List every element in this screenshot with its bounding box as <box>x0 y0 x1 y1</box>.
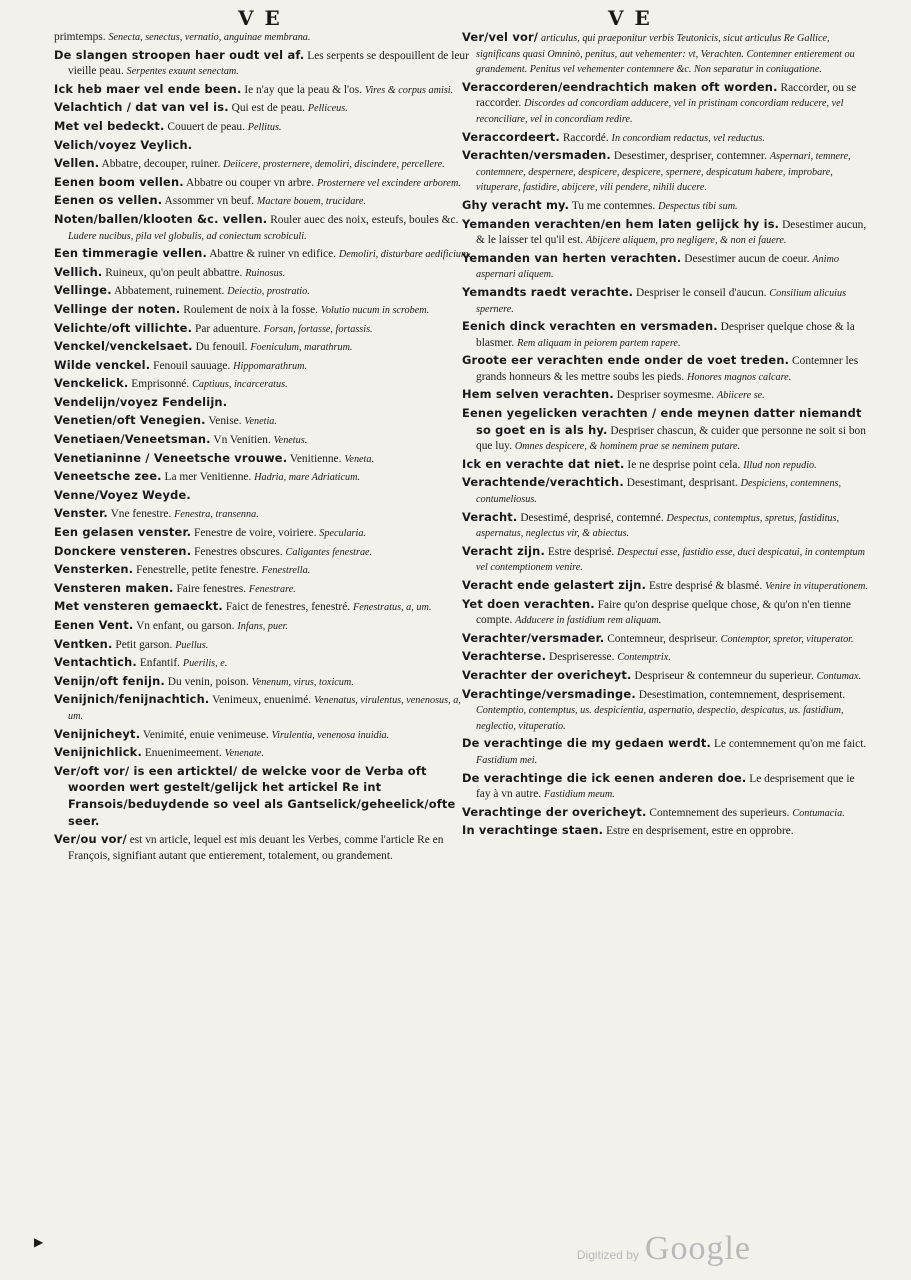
dictionary-entry <box>54 544 474 561</box>
entry-latin: In concordiam redactus, vel reductus. <box>611 132 765 144</box>
entry-latin: Contemptor, spretor, vituperator. <box>720 633 854 645</box>
dictionary-entry <box>54 599 474 616</box>
entry-latin: Contemptrix. <box>617 652 671 664</box>
entry-headword: Venetien/oft Venegien. <box>54 413 206 428</box>
entry-headword: Verachter der overicheyt. <box>462 667 632 682</box>
entry-headword: Yemanden van herten verachten. <box>462 250 682 265</box>
entry-french: Fenestrelle, petite fenestre. <box>136 564 259 577</box>
entry-french: Contemnement des superieurs. <box>649 806 790 819</box>
entry-latin: Omnes despicere, & hominem prae se neminem putare. <box>514 441 741 453</box>
dictionary-entry <box>462 736 870 768</box>
dictionary-entry <box>54 506 474 523</box>
entry-headword: Verachtinge/versmadinge. <box>462 686 636 701</box>
entry-latin: Venire in vituperationem. <box>765 581 868 592</box>
entry-headword: Verachterse. <box>462 649 547 664</box>
entry-latin: Serpentes exuunt senectam. <box>126 66 239 78</box>
entry-latin: Venetus. <box>273 435 308 447</box>
entry-latin: Virulentia, venenosa inuidia. <box>271 729 390 741</box>
entry-french: Desestimant, desprisant. <box>626 477 738 490</box>
entry-headword: Verachtende/verachtich. <box>462 475 624 490</box>
dictionary-entry <box>54 655 474 672</box>
entry-french: Par aduenture. <box>194 322 261 335</box>
entry-french: Desestimer, despriser, contemner. <box>613 150 767 163</box>
entry-latin: Venenum, virus, toxicum. <box>251 676 354 688</box>
entry-headword: Venijn/oft fenijn. <box>54 673 165 688</box>
entry-french: Despriser soymesme. <box>616 389 715 402</box>
entry-latin: Vires & corpus amisi. <box>364 84 454 96</box>
entry-headword: Ghy veracht my. <box>462 197 570 212</box>
entry-latin: Hippomarathrum. <box>233 360 308 372</box>
entry-headword: Vendelijn/voyez Fendelijn. <box>54 394 228 409</box>
entry-french: Despriser le conseil d'aucun. <box>636 286 767 299</box>
entry-french: La mer Venitienne. <box>164 471 252 484</box>
entry-french: Desestimation, contemnement, desprisement. <box>638 688 846 701</box>
entry-headword: De verachtinge die ick eenen anderen doe. <box>462 770 747 785</box>
dictionary-entry <box>54 302 474 319</box>
dictionary-entry <box>54 212 474 244</box>
entry-french: Venitienne. <box>289 452 342 465</box>
dictionary-entry <box>462 148 870 196</box>
entry-headword: Hem selven verachten. <box>462 387 614 402</box>
dictionary-entry <box>54 432 474 449</box>
entry-latin: Despiciens, contemnens, contumeliosus. <box>476 478 842 506</box>
running-head-left: V E <box>238 6 282 30</box>
dictionary-entry <box>54 745 474 762</box>
dictionary-entry <box>54 246 474 263</box>
entry-french: Vne fenestre. <box>110 508 172 521</box>
entry-french: Enuenimeement. <box>144 747 222 760</box>
entry-latin: Senecta, senectus, vernatio, anguinae membrana. <box>108 32 311 43</box>
dictionary-entry <box>54 727 474 744</box>
entry-french: Despriseresse. <box>548 651 615 664</box>
entry-french: Assommer vn beuf. <box>164 195 255 208</box>
watermark-caption: Digitized by <box>576 1248 639 1262</box>
entry-headword: Vensterken. <box>54 562 134 577</box>
entry-french: Ie n'ay que la peau & l'os. <box>244 83 363 96</box>
entry-french: Despriser chascun, & cuider que personne ne soit si bon que luy. <box>476 424 866 453</box>
entry-headword: Venetiaen/Veneetsman. <box>54 432 211 447</box>
entry-headword: De slangen stroopen haer oudt vel af. <box>54 47 305 62</box>
dictionary-entry <box>462 823 870 840</box>
entry-headword: Ver/vel vor/ <box>462 30 539 44</box>
entry-headword: Eenen boom vellen. <box>54 174 184 189</box>
entry-headword: Venckel/venckelsaet. <box>54 339 193 354</box>
entry-headword: Veracht ende gelastert zijn. <box>462 578 647 592</box>
entry-latin: Puerilis, e. <box>182 658 228 670</box>
entry-latin: Veneta. <box>344 453 375 465</box>
right-column <box>462 30 870 842</box>
entry-headword: In verachtinge staen. <box>462 823 604 838</box>
dictionary-entry <box>54 451 474 468</box>
dictionary-entry <box>462 771 870 803</box>
entry-headword: Ver/ou vor/ <box>54 832 127 847</box>
left-column <box>54 30 474 866</box>
entry-french: Petit garson. <box>115 638 173 651</box>
dictionary-entry <box>462 319 870 351</box>
dictionary-entry <box>54 82 474 99</box>
entry-headword: Wilde venckel. <box>54 357 151 372</box>
entry-french: Abbatre ou couper vn arbre. <box>186 176 315 189</box>
entry-french: est vn article, lequel est mis deuant les Verbes, comme l'article Re en François, signifiant autant que entierement, totalement, ou grandement. <box>68 834 444 862</box>
entry-french: Contemner les grands honneurs & les mettre soubs les pieds. <box>476 355 859 383</box>
dictionary-entry <box>462 30 870 78</box>
entry-latin: Adducere in fastidium rem aliquam. <box>515 615 662 627</box>
entry-latin: Contumax. <box>816 670 862 682</box>
entry-latin: Infans, puer. <box>237 621 288 632</box>
entry-headword: Noten/ballen/klooten &c. vellen. <box>54 211 268 226</box>
entry-latin: Fastidium meum. <box>544 789 615 801</box>
dictionary-entry <box>462 687 870 735</box>
dictionary-entry <box>54 339 474 356</box>
google-logo: Google <box>644 1230 751 1267</box>
entry-latin: Aspernari, temnere, contemnere, despernere, despicere, despicere, spernere, despicatum habere, improbare, vituperare, fastidire, abijcere, vili pendere, nihili ducere. <box>476 151 851 194</box>
entry-french: Fenouil sauuage. <box>153 359 231 372</box>
dictionary-entry <box>54 764 474 830</box>
dictionary-entry <box>54 156 474 173</box>
entry-latin: Abiicere se. <box>717 390 765 402</box>
dictionary-entry <box>54 138 474 155</box>
entry-headword: Eenen yegelicken verachten / ende meynen datter niemandt so goet en is als hy. <box>462 406 862 437</box>
entry-latin: Venetia. <box>244 416 277 428</box>
dictionary-entry <box>462 406 870 455</box>
dictionary-entry <box>54 581 474 598</box>
dictionary-entry <box>54 674 474 691</box>
entry-latin: Rem aliquam in peiorem partem rapere. <box>517 337 681 349</box>
entry-headword: Venetianinne / Veneetsche vrouwe. <box>54 450 288 465</box>
entry-headword: Veraccordeert. <box>462 129 560 144</box>
dictionary-entry <box>462 130 870 147</box>
entry-french: Enfantif. <box>139 657 180 670</box>
entry-latin: Ruinosus. <box>245 267 286 279</box>
entry-french: primtemps. <box>54 31 106 43</box>
entry-french: Tu me contemnes. <box>571 199 656 212</box>
dictionary-entry <box>54 30 474 46</box>
entry-latin: Venenate. <box>224 748 264 760</box>
entry-headword: Vensteren maken. <box>54 580 174 595</box>
entry-latin: Consilium alicuius spernere. <box>476 287 847 315</box>
entry-headword: Ventachtich. <box>54 655 137 670</box>
dictionary-entry <box>462 387 870 404</box>
entry-headword: Yet doen verachten. <box>462 596 595 611</box>
entry-headword: Vellen. <box>54 156 100 171</box>
dictionary-entry <box>54 469 474 486</box>
entry-latin: Fenestrella. <box>261 565 311 577</box>
entry-latin: Illud non repudio. <box>743 459 817 471</box>
entry-latin: Pelliceus. <box>307 103 348 115</box>
digitization-watermark <box>577 1230 751 1268</box>
entry-headword: Ick heb maer vel ende been. <box>54 81 242 96</box>
entry-headword: Venne/Voyez Weyde. <box>54 487 191 502</box>
entry-headword: Donckere vensteren. <box>54 543 192 558</box>
entry-french: Faire qu'on desprise quelque chose, & qu'on n'en tienne compte. <box>476 598 851 627</box>
dictionary-entry <box>54 48 474 80</box>
entry-latin: Despectus tibi sum. <box>658 200 738 212</box>
entry-latin: Contemptio, contemptus, us. despicientia, aspernatio, despectio, despicatus, us. fastidium, neglectio, vituperatio. <box>476 705 844 732</box>
dictionary-entry <box>54 637 474 654</box>
entry-french: Desestimé, desprisé, contemné. <box>520 511 664 524</box>
dictionary-entry <box>462 668 870 685</box>
entry-latin: Captiuus, incarceratus. <box>192 379 288 391</box>
entry-latin: Fenestra, transenna. <box>174 509 259 521</box>
entry-french: Ie ne desprise point cela. <box>627 458 741 471</box>
entry-headword: Venijnich/fenijnachtich. <box>54 692 210 707</box>
entry-french: Estre desprisé. <box>547 545 615 558</box>
entry-headword: Vellinge. <box>54 283 112 298</box>
entry-latin: Despectus, contemptus, spretus, fastiditus, aspernatus, neglectus vir, & abiectus. <box>476 512 839 540</box>
entry-french: Venise. <box>208 415 242 428</box>
entry-latin: Fenestrare. <box>248 583 296 595</box>
entry-headword: Met vel bedeckt. <box>54 118 165 133</box>
entry-french: Le contemnement qu'on me faict. <box>713 738 867 751</box>
entry-headword: Ver/oft vor/ is een articktel/ de welcke voor de Verba oft woorden wert gestelt/gelijck het artickel Re int Fransois/beduydende so veel als Gantselick/geheelick/ofte seer. <box>54 763 456 828</box>
dictionary-entry <box>462 457 870 474</box>
entry-headword: Een gelasen venster. <box>54 525 192 540</box>
entry-headword: Eenen os vellen. <box>54 193 163 208</box>
dictionary-entry <box>462 578 870 595</box>
dictionary-entry <box>54 376 474 393</box>
entry-french: Roulement de noix à la fosse. <box>183 303 319 316</box>
dictionary-entry <box>54 618 474 635</box>
dictionary-entry <box>462 217 870 249</box>
running-head-right: V E <box>608 6 652 30</box>
dictionary-entry <box>462 198 870 215</box>
entry-latin: Ludere nucibus, pila vel globulis, ad coniectum scrobiculi. <box>68 230 307 242</box>
dictionary-entry <box>462 649 870 666</box>
entry-french: Fenestre de voire, voiriere. <box>194 527 317 540</box>
entry-headword: De verachtinge die my gedaen werdt. <box>462 736 712 751</box>
entry-headword: Venijnicheyt. <box>54 726 141 741</box>
entry-latin: Discordes ad concordiam adducere, vel in pristinam concordiam reducere, vel reconciliare, vel in concordiam redire. <box>476 98 844 125</box>
entry-headword: Vellinge der noten. <box>54 301 181 316</box>
dictionary-entry <box>54 100 474 117</box>
entry-french: Estre desprisé & blasmé. <box>648 580 763 592</box>
dictionary-entry <box>54 525 474 542</box>
entry-french: Le desprisement que ie fay à vn autre. <box>476 772 855 801</box>
entry-headword: Veneetsche zee. <box>54 469 162 484</box>
dictionary-entry <box>462 475 870 507</box>
entry-french: Estre en desprisement, estre en opprobre. <box>606 825 794 838</box>
entry-french: Faict de fenestres, fenestré. <box>225 601 351 614</box>
entry-headword: Verachtinge der overicheyt. <box>462 804 647 819</box>
entry-french: Raccorder, ou se raccorder. <box>476 81 857 110</box>
entry-latin: Pellitus. <box>247 121 282 133</box>
entry-headword: Veracht zijn. <box>462 543 545 558</box>
entry-headword: Een timmeragie vellen. <box>54 246 207 261</box>
entry-headword: Met vensteren gemaeckt. <box>54 599 223 614</box>
dictionary-entry <box>54 395 474 412</box>
entry-french: Raccordé. <box>562 131 609 144</box>
entry-headword: Ick en verachte dat niet. <box>462 456 625 471</box>
entry-headword: Venijnichlick. <box>54 745 142 760</box>
entry-headword: Groote eer verachten ende onder de voet treden. <box>462 353 790 368</box>
dictionary-entry <box>54 832 474 864</box>
dictionary-entry <box>462 285 870 317</box>
entry-french: Desestimer aucun de coeur. <box>684 252 810 265</box>
dictionary-entry <box>54 358 474 375</box>
entry-french: Desestimer aucun, & le laisser tel qu'il est. <box>476 218 867 247</box>
entry-headword: Yemanden verachten/en hem laten gelijck hy is. <box>462 216 780 231</box>
entry-latin: Hadria, mare Adriaticum. <box>254 472 361 484</box>
entry-french: Qui est de peau. <box>231 102 305 115</box>
entry-latin: Mactare bouem, trucidare. <box>256 196 366 208</box>
entry-latin: Animo aspernari aliquem. <box>476 253 839 281</box>
entry-french: Du venin, poison. <box>167 675 249 688</box>
entry-french: Abbatre, decouper, ruiner. <box>101 158 221 171</box>
entry-latin: Volutio nucum in scrobem. <box>320 304 430 316</box>
dictionary-entry <box>54 119 474 136</box>
entry-latin: Foeniculum, marathrum. <box>250 342 353 354</box>
entry-headword: Eenen Vent. <box>54 618 134 632</box>
entry-latin: Despectui esse, fastidio esse, duci despicatui, in contemptum vel contemptionem venire. <box>476 546 865 574</box>
entry-latin: Fenestratus, a, um. <box>352 602 432 614</box>
entry-headword: Venster. <box>54 506 108 521</box>
entry-headword: Velichte/oft villichte. <box>54 320 193 335</box>
entry-latin: Contumacia. <box>792 807 845 819</box>
dictionary-entry <box>54 321 474 338</box>
dictionary-entry <box>54 193 474 210</box>
entry-latin: Abijcere aliquem, pro negligere, & non ei fauere. <box>585 235 787 247</box>
entry-latin: Fastidium mei. <box>476 754 538 766</box>
entry-french: Ruineux, qu'on peult abbattre. <box>105 266 243 279</box>
dictionary-entry <box>462 251 870 283</box>
entry-headword: Vellich. <box>54 264 103 279</box>
entry-headword: Velachtich / dat van vel is. <box>54 100 229 115</box>
dictionary-entry <box>54 175 474 192</box>
entry-latin: Forsan, fortasse, fortassis. <box>263 323 373 335</box>
dictionary-entry <box>462 631 870 648</box>
dictionary-entry <box>54 488 474 505</box>
entry-latin: Puellus. <box>175 639 209 651</box>
entry-french: Vn Venitien. <box>213 434 271 447</box>
entry-french: Contemneur, despriseur. <box>607 632 718 645</box>
dictionary-entry <box>462 510 870 542</box>
entry-latin: Specularia. <box>319 528 366 540</box>
entry-french: Despriser quelque chose & la blasmer. <box>476 321 855 349</box>
entry-french: Emprisonné. <box>131 378 190 391</box>
entry-french: Du fenouil. <box>195 341 248 354</box>
dictionary-entry <box>462 80 870 128</box>
entry-headword: Ventken. <box>54 636 113 651</box>
entry-latin: articulus, qui praeponitur verbis Teutonicis, sicut articulus Re Gallice, significans quasi Omninò, penitus, aut vehementer: vt, Verachten. Contemner entierement ou grandement. Penitus vel vehementer contemnere &c. Non separatur in coniugatione. <box>476 33 855 76</box>
page-corner-mark: ▶ <box>34 1235 44 1249</box>
entry-headword: Verachten/versmaden. <box>462 148 611 163</box>
entry-french: Abbatement, ruinement. <box>113 285 225 298</box>
entry-headword: Veraccorderen/eendrachtich maken oft worden. <box>462 79 778 94</box>
dictionary-entry <box>54 413 474 430</box>
entry-french: Despriseur & contemneur du superieur. <box>634 669 814 682</box>
dictionary-entry <box>462 353 870 385</box>
entry-french: Couuert de peau. <box>167 120 245 133</box>
dictionary-entry <box>54 265 474 282</box>
entry-headword: Veracht. <box>462 509 518 524</box>
entry-headword: Eenich dinck verachten en versmaden. <box>462 319 718 334</box>
dictionary-entry <box>54 283 474 300</box>
entry-latin: Deiicere, prosternere, demoliri, discindere, percellere. <box>223 159 445 171</box>
entry-french: Abattre & ruiner vn edifice. <box>209 248 337 261</box>
dictionary-entry <box>54 692 474 724</box>
entry-headword: Velich/voyez Veylich. <box>54 137 193 152</box>
entry-latin: Deiectio, prostratio. <box>227 286 310 298</box>
entry-latin: Venenatus, virulentus, venenosus, a, um. <box>68 695 461 722</box>
entry-french: Les serpents se despouillent de leur vieille peau. <box>68 49 469 78</box>
dictionary-entry <box>462 805 870 822</box>
dictionary-entry <box>54 562 474 579</box>
entry-latin: Honores magnos calcare. <box>687 371 792 383</box>
dictionary-entry <box>462 544 870 576</box>
entry-headword: Venckelick. <box>54 376 129 391</box>
entry-headword: Yemandts raedt verachte. <box>462 284 634 299</box>
entry-latin: Demoliri, disturbare aedificium. <box>338 249 471 261</box>
entry-headword: Verachter/versmader. <box>462 630 605 645</box>
entry-latin: Caligantes fenestrae. <box>285 546 373 558</box>
entry-french: Rouler auec des noix, esteufs, boules &c. <box>270 213 459 226</box>
entry-french: Vn enfant, ou garson. <box>136 620 235 632</box>
entry-latin: Prosternere vel excindere arborem. <box>316 177 461 189</box>
entry-french: Venimeux, enuenimé. <box>212 694 312 707</box>
dictionary-entry <box>462 597 870 629</box>
entry-french: Venimité, enuie venimeuse. <box>142 728 269 741</box>
entry-french: Faire fenestres. <box>176 582 247 595</box>
entry-french: Fenestres obscures. <box>194 545 283 558</box>
